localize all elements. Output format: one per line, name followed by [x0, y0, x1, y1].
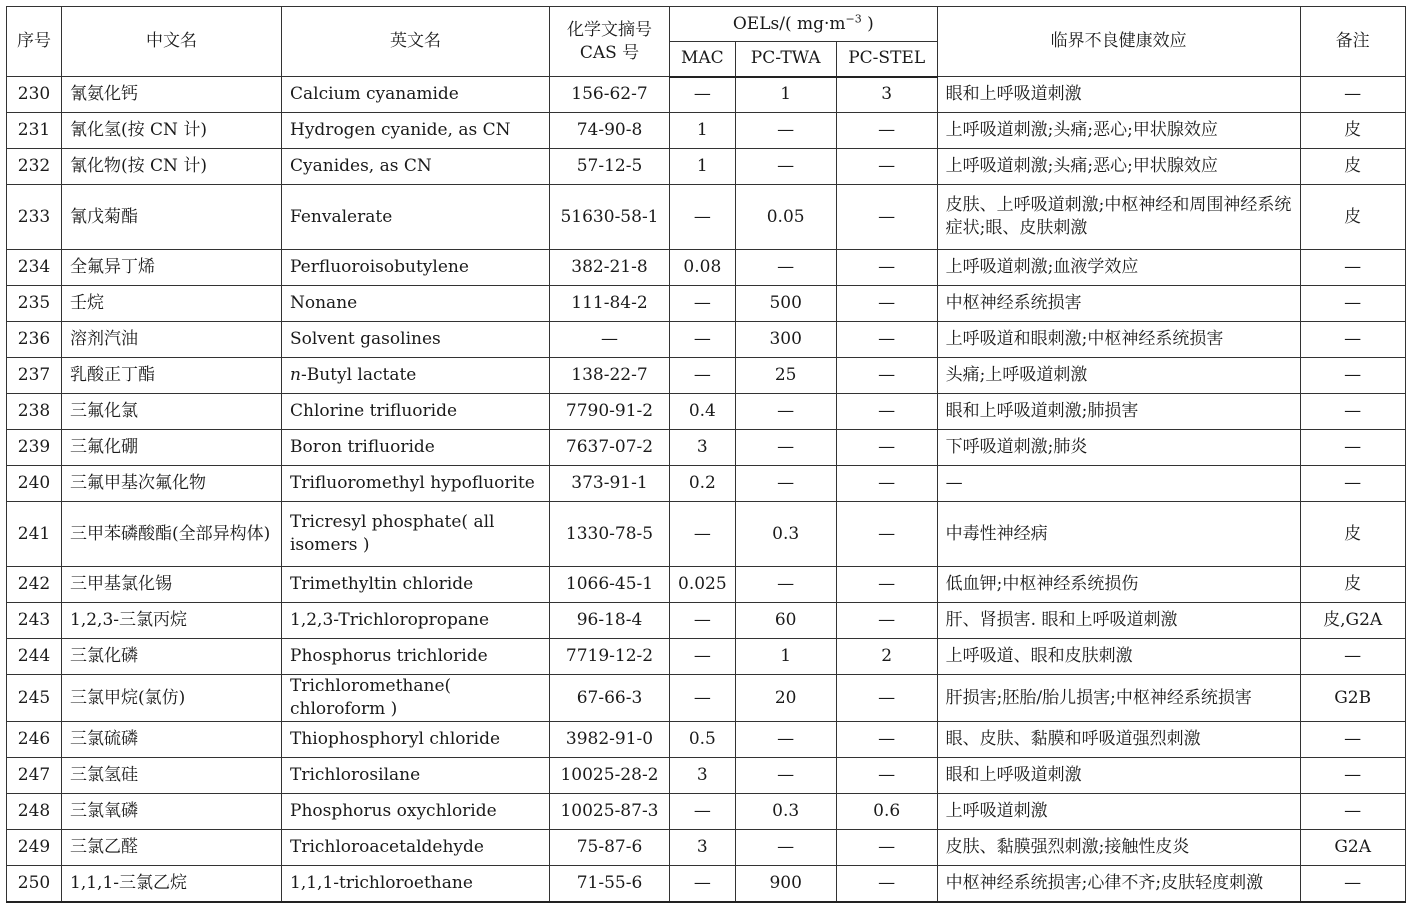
table-row [7, 675, 1406, 722]
table-row [7, 286, 1406, 322]
table-row [7, 758, 1406, 794]
header-effects: 临界不良健康效应 [937, 7, 1300, 77]
cell-pc-twa: 25 [735, 358, 836, 394]
table-row [7, 430, 1406, 466]
cell-remark: — [1300, 722, 1405, 758]
cell-remark: — [1300, 322, 1405, 358]
cell-cas: 57-12-5 [550, 149, 670, 185]
cell-no: 232 [7, 149, 62, 185]
cell-pc-twa: — [735, 250, 836, 286]
cell-no: 250 [7, 866, 62, 902]
cell-cn-name: 氰化氢(按 CN 计) [62, 113, 282, 149]
cell-mac: — [670, 322, 736, 358]
cell-pc-twa: 0.05 [735, 185, 836, 250]
table-row [7, 77, 1406, 113]
cell-remark: — [1300, 358, 1405, 394]
cell-en-name: 1,1,1-trichloroethane [282, 866, 550, 902]
cell-cn-name: 三氯乙醛 [62, 830, 282, 866]
cell-pc-twa: — [735, 149, 836, 185]
cell-remark: G2B [1300, 675, 1405, 722]
cell-mac: 0.08 [670, 250, 736, 286]
cell-effect: 眼和上呼吸道刺激 [937, 77, 1300, 113]
cell-no: 242 [7, 567, 62, 603]
cell-pc-twa: 0.3 [735, 794, 836, 830]
cell-remark: 皮 [1300, 149, 1405, 185]
table-row [7, 322, 1406, 358]
cell-cn-name: 三氯氧磷 [62, 794, 282, 830]
table-row [7, 866, 1406, 902]
table-row [7, 502, 1406, 567]
cell-cas: 7719-12-2 [550, 639, 670, 675]
cell-pc-twa: 60 [735, 603, 836, 639]
cell-remark: G2A [1300, 830, 1405, 866]
cell-pc-stel: — [836, 113, 937, 149]
cell-pc-twa: — [735, 113, 836, 149]
cell-effect: 头痛;上呼吸道刺激 [937, 358, 1300, 394]
cell-cn-name: 三氟化硼 [62, 430, 282, 466]
cell-pc-twa: 300 [735, 322, 836, 358]
cell-pc-stel: — [836, 866, 937, 902]
cell-no: 246 [7, 722, 62, 758]
cell-pc-stel: 0.6 [836, 794, 937, 830]
cell-mac: 1 [670, 149, 736, 185]
cell-en-name: Trichloromethane( chloroform ) [282, 675, 550, 722]
cell-cas: 1330-78-5 [550, 502, 670, 567]
cell-pc-stel: — [836, 502, 937, 567]
cell-en-name: Calcium cyanamide [282, 77, 550, 113]
cell-remark: — [1300, 286, 1405, 322]
cell-en-name: Trimethyltin chloride [282, 567, 550, 603]
cell-pc-stel: — [836, 286, 937, 322]
cell-remark: — [1300, 639, 1405, 675]
cell-cas: 7637-07-2 [550, 430, 670, 466]
cell-pc-twa: 1 [735, 639, 836, 675]
cell-mac: 0.4 [670, 394, 736, 430]
header-oels-prefix: OELs/( mg·m [732, 13, 846, 34]
cell-mac: 3 [670, 758, 736, 794]
cell-cas: 96-18-4 [550, 603, 670, 639]
cell-no: 247 [7, 758, 62, 794]
cell-cas: 74-90-8 [550, 113, 670, 149]
cell-en-name-italic-prefix: n [290, 365, 301, 385]
cell-pc-stel: — [836, 430, 937, 466]
cell-en-name: Trichlorosilane [282, 758, 550, 794]
cell-cn-name: 氰化物(按 CN 计) [62, 149, 282, 185]
cell-pc-twa: — [735, 394, 836, 430]
cell-en-name: Trichloroacetaldehyde [282, 830, 550, 866]
cell-remark: — [1300, 77, 1405, 113]
cell-mac: — [670, 286, 736, 322]
table-row [7, 794, 1406, 830]
cell-no: 230 [7, 77, 62, 113]
cell-en-name-rest: -Butyl lactate [300, 365, 417, 385]
header-pc-stel: PC-STEL [836, 42, 937, 77]
cell-pc-stel: — [836, 758, 937, 794]
cell-cas: 67-66-3 [550, 675, 670, 722]
cell-cn-name: 全氟异丁烯 [62, 250, 282, 286]
cell-remark: 皮 [1300, 185, 1405, 250]
oel-table-container [6, 6, 1406, 903]
cell-cn-name: 三氯化磷 [62, 639, 282, 675]
table-row [7, 250, 1406, 286]
cell-cas: 382-21-8 [550, 250, 670, 286]
cell-effect: 中枢神经系统损害;心律不齐;皮肤轻度刺激 [937, 866, 1300, 902]
cell-en-name: Nonane [282, 286, 550, 322]
table-row [7, 567, 1406, 603]
table-row [7, 185, 1406, 250]
cell-effect: — [937, 466, 1300, 502]
cell-pc-stel: — [836, 603, 937, 639]
header-mac: MAC [670, 42, 736, 77]
header-cn-name: 中文名 [62, 7, 282, 77]
cell-pc-stel: — [836, 394, 937, 430]
cell-pc-stel: — [836, 358, 937, 394]
cell-pc-twa: — [735, 830, 836, 866]
cell-cn-name: 1,1,1-三氯乙烷 [62, 866, 282, 902]
cell-cas: 51630-58-1 [550, 185, 670, 250]
cell-effect: 皮肤、黏膜强烈刺激;接触性皮炎 [937, 830, 1300, 866]
cell-mac: — [670, 639, 736, 675]
cell-cn-name: 1,2,3-三氯丙烷 [62, 603, 282, 639]
cell-no: 241 [7, 502, 62, 567]
cell-no: 231 [7, 113, 62, 149]
cell-pc-twa: — [735, 758, 836, 794]
cell-pc-stel: — [836, 466, 937, 502]
cell-effect: 中毒性神经病 [937, 502, 1300, 567]
cell-remark: — [1300, 758, 1405, 794]
table-row [7, 358, 1406, 394]
cell-no: 249 [7, 830, 62, 866]
cell-pc-stel: 3 [836, 77, 937, 113]
cell-cas: 71-55-6 [550, 866, 670, 902]
cell-mac: 0.5 [670, 722, 736, 758]
cell-pc-stel: — [836, 675, 937, 722]
cell-mac: 3 [670, 430, 736, 466]
cell-cn-name: 三甲苯磷酸酯(全部异构体) [62, 502, 282, 567]
table-row [7, 149, 1406, 185]
header-pc-twa: PC-TWA [735, 42, 836, 77]
cell-cas: 138-22-7 [550, 358, 670, 394]
cell-en-name: Fenvalerate [282, 185, 550, 250]
cell-mac: 1 [670, 113, 736, 149]
table-row [7, 830, 1406, 866]
cell-cas: 75-87-6 [550, 830, 670, 866]
cell-pc-twa: 500 [735, 286, 836, 322]
cell-cn-name: 溶剂汽油 [62, 322, 282, 358]
header-oels-suffix: ) [861, 13, 874, 34]
cell-pc-stel: — [836, 567, 937, 603]
cell-remark: — [1300, 794, 1405, 830]
cell-pc-twa: — [735, 430, 836, 466]
cell-mac: — [670, 866, 736, 902]
cell-cas: 10025-87-3 [550, 794, 670, 830]
cell-mac: 0.2 [670, 466, 736, 502]
cell-no: 244 [7, 639, 62, 675]
cell-no: 233 [7, 185, 62, 250]
cell-mac: — [670, 358, 736, 394]
cell-effect: 肝损害;胚胎/胎儿损害;中枢神经系统损害 [937, 675, 1300, 722]
cell-no: 238 [7, 394, 62, 430]
cell-en-name: Thiophosphoryl chloride [282, 722, 550, 758]
table-row [7, 603, 1406, 639]
table-header [7, 7, 1406, 77]
cell-remark: — [1300, 466, 1405, 502]
cell-pc-twa: — [735, 722, 836, 758]
cell-en-name: Boron trifluoride [282, 430, 550, 466]
cell-cn-name: 氰氨化钙 [62, 77, 282, 113]
cell-cn-name: 三氯氢硅 [62, 758, 282, 794]
table-row [7, 394, 1406, 430]
cell-cn-name: 三氟化氯 [62, 394, 282, 430]
cell-cas: 1066-45-1 [550, 567, 670, 603]
cell-cn-name: 三氟甲基次氟化物 [62, 466, 282, 502]
cell-pc-stel: — [836, 250, 937, 286]
cell-pc-stel: — [836, 322, 937, 358]
cell-no: 248 [7, 794, 62, 830]
cell-en-name: Cyanides, as CN [282, 149, 550, 185]
cell-en-name: Tricresyl phosphate( all isomers ) [282, 502, 550, 567]
cell-en-name [282, 358, 550, 394]
cell-remark: — [1300, 430, 1405, 466]
cell-en-name: 1,2,3-Trichloropropane [282, 603, 550, 639]
cell-mac: — [670, 77, 736, 113]
cell-no: 236 [7, 322, 62, 358]
header-cas [550, 7, 670, 77]
cell-mac: — [670, 603, 736, 639]
cell-pc-twa: 900 [735, 866, 836, 902]
cell-effect: 眼和上呼吸道刺激;肺损害 [937, 394, 1300, 430]
cell-en-name: Phosphorus oxychloride [282, 794, 550, 830]
table-row [7, 466, 1406, 502]
cell-cn-name: 三氯硫磷 [62, 722, 282, 758]
header-oels-sup: −3 [845, 11, 862, 25]
cell-effect: 上呼吸道刺激;血液学效应 [937, 250, 1300, 286]
cell-effect: 低血钾;中枢神经系统损伤 [937, 567, 1300, 603]
cell-cas: 373-91-1 [550, 466, 670, 502]
header-no: 序号 [7, 7, 62, 77]
cell-cas: — [550, 322, 670, 358]
cell-pc-stel: — [836, 722, 937, 758]
cell-en-name: Trifluoromethyl hypofluorite [282, 466, 550, 502]
cell-pc-stel: — [836, 830, 937, 866]
cell-mac: — [670, 502, 736, 567]
cell-pc-stel: — [836, 185, 937, 250]
cell-effect: 上呼吸道刺激;头痛;恶心;甲状腺效应 [937, 149, 1300, 185]
cell-cn-name: 三甲基氯化锡 [62, 567, 282, 603]
header-remarks: 备注 [1300, 7, 1405, 77]
cell-cas: 3982-91-0 [550, 722, 670, 758]
cell-pc-twa: 0.3 [735, 502, 836, 567]
cell-no: 235 [7, 286, 62, 322]
cell-no: 234 [7, 250, 62, 286]
cell-mac: 3 [670, 830, 736, 866]
cell-pc-twa: — [735, 466, 836, 502]
cell-no: 243 [7, 603, 62, 639]
header-en-name: 英文名 [282, 7, 550, 77]
table-row [7, 722, 1406, 758]
cell-cas: 7790-91-2 [550, 394, 670, 430]
cell-en-name: Phosphorus trichloride [282, 639, 550, 675]
cell-effect: 下呼吸道刺激;肺炎 [937, 430, 1300, 466]
cell-effect: 上呼吸道刺激;头痛;恶心;甲状腺效应 [937, 113, 1300, 149]
cell-pc-twa: 1 [735, 77, 836, 113]
cell-cas: 156-62-7 [550, 77, 670, 113]
cell-no: 237 [7, 358, 62, 394]
header-cas-line1: 化学文摘号 [567, 19, 652, 40]
cell-effect: 皮肤、上呼吸道刺激;中枢神经和周围神经系统症状;眼、皮肤刺激 [937, 185, 1300, 250]
cell-effect: 眼、皮肤、黏膜和呼吸道强烈刺激 [937, 722, 1300, 758]
cell-pc-twa: 20 [735, 675, 836, 722]
cell-remark: — [1300, 866, 1405, 902]
cell-en-name: Hydrogen cyanide, as CN [282, 113, 550, 149]
cell-remark: 皮 [1300, 567, 1405, 603]
cell-remark: 皮 [1300, 113, 1405, 149]
cell-remark: 皮,G2A [1300, 603, 1405, 639]
cell-effect: 上呼吸道刺激 [937, 794, 1300, 830]
cell-pc-twa: — [735, 567, 836, 603]
cell-remark: 皮 [1300, 502, 1405, 567]
cell-cas: 10025-28-2 [550, 758, 670, 794]
table-body [7, 77, 1406, 902]
cell-effect: 肝、肾损害. 眼和上呼吸道刺激 [937, 603, 1300, 639]
cell-en-name: Chlorine trifluoride [282, 394, 550, 430]
cell-mac: — [670, 185, 736, 250]
cell-effect: 上呼吸道和眼刺激;中枢神经系统损害 [937, 322, 1300, 358]
table-row [7, 639, 1406, 675]
cell-effect: 眼和上呼吸道刺激 [937, 758, 1300, 794]
cell-cn-name: 乳酸正丁酯 [62, 358, 282, 394]
cell-pc-stel: — [836, 149, 937, 185]
cell-no: 240 [7, 466, 62, 502]
cell-cn-name: 壬烷 [62, 286, 282, 322]
header-oels [670, 7, 938, 42]
cell-no: 245 [7, 675, 62, 722]
cell-cn-name: 氰戊菊酯 [62, 185, 282, 250]
cell-cn-name: 三氯甲烷(氯仿) [62, 675, 282, 722]
cell-pc-stel: 2 [836, 639, 937, 675]
cell-remark: — [1300, 394, 1405, 430]
cell-en-name: Perfluoroisobutylene [282, 250, 550, 286]
cell-no: 239 [7, 430, 62, 466]
cell-remark: — [1300, 250, 1405, 286]
cell-mac: — [670, 675, 736, 722]
header-cas-line2: CAS 号 [579, 42, 640, 63]
cell-mac: 0.025 [670, 567, 736, 603]
cell-effect: 中枢神经系统损害 [937, 286, 1300, 322]
cell-mac: — [670, 794, 736, 830]
oel-table [6, 6, 1406, 903]
cell-en-name: Solvent gasolines [282, 322, 550, 358]
cell-cas: 111-84-2 [550, 286, 670, 322]
cell-effect: 上呼吸道、眼和皮肤刺激 [937, 639, 1300, 675]
table-row [7, 113, 1406, 149]
